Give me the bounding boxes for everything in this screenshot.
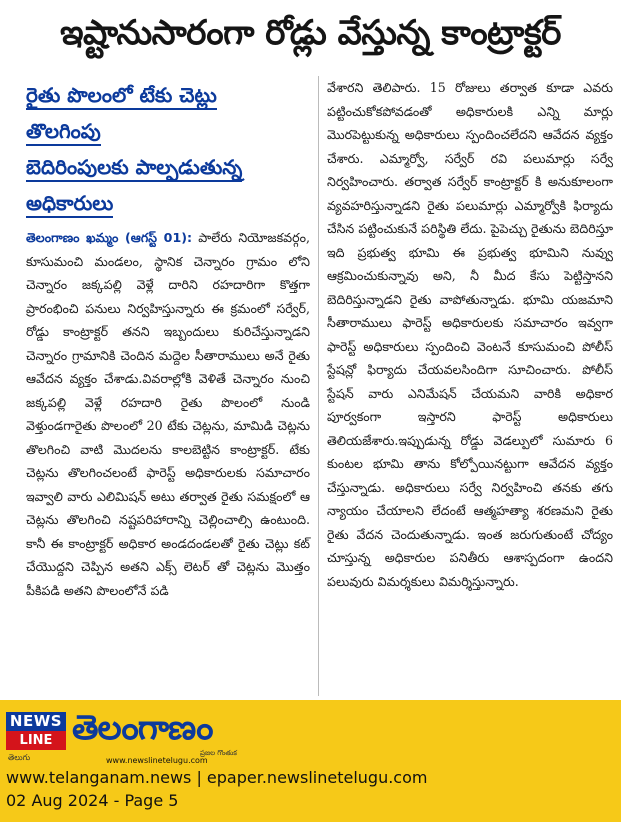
left-column: [26, 76, 310, 602]
footer-sites: www.telanganam.news | epaper.newslinetelugu.com: [6, 768, 428, 787]
dateline: తెలంగాణం ఖమ్మం (ఆగస్ట్ 01):: [26, 230, 192, 245]
subheading-1: రైతు పొలంలో టేకు చెట్లు: [26, 78, 310, 112]
telanganam-url: www.newslinetelugu.com: [106, 756, 208, 765]
newsline-logo-bottom: LINE: [6, 731, 66, 750]
subheading-3: బెదిరింపులకు పాల్పడుతున్న: [26, 150, 310, 184]
right-column: [327, 76, 613, 593]
telanganam-tagline: ప్రజల గొంతుక: [200, 749, 237, 757]
column-divider: [318, 76, 319, 696]
subheading-4: అధికారులు: [26, 186, 310, 220]
newsline-logo-top: NEWS: [6, 712, 66, 731]
left-body-text: [26, 226, 310, 602]
telanganam-masthead: తెలంగాణం: [72, 708, 213, 748]
newsline-logo-tag: తెలుగు: [8, 753, 31, 762]
footer-date-page: 02 Aug 2024 - Page 5: [6, 791, 179, 810]
subheading-2: తొలగింపు: [26, 114, 310, 148]
newsline-logo: [6, 712, 66, 750]
right-body-text: వేశారని తెలిపారు. 15 రోజులు తర్వాత కూడా ఎవరు పట్టించుకోకపోవడంతో అధికారులకి ఎన్ని మార్లు మొరపెట్టుకున్న అధికారులు స్పందించలేదని ఆవేదన వ్యక్తం చేశారు. ఎమ్మార్వో, సర్వేర్ రవి పలుమార్లు సర్వే నిర్వహించారు. తర్వాత సర్వేర్ కాంట్రాక్టర్ కి అనుకూలంగా వ్యవహరిస్తున్నాడని రైతు పలుమార్లు ఎమ్మార్వోకి ఫిర్యాదు చేసిన పట్టించుకునే పరిస్థితి లేదు. పైపెచ్చు రైతును బెదిరిస్తూ ఇది ప్రభుత్వ భూమి ఈ ప్రభుత్వ భూమిని నువ్వు ఆక్రమించుకున్నావు అని, నీ మీద కేసు పెట్టిస్తానని బెదిరిస్తున్నాడని రైతు వాపోతున్నాడు. భూమి యజమాని సీతారాములు ఫారెస్ట్ అధికారులకు సమాచారం ఇవ్వగా ఫారెస్ట్ అధికారులు స్పందించి వెంటనే కూసుమంచి పోలీస్ స్టేషన్లో ఫిర్యాదు చేయవలసిందిగా సూచించారు. పోలీస్ స్టేషన్ వారు ఎనిమేషన్ చేయమని వారికి అధికార పూర్వకంగా ఇస్తారని ఫారెస్ట్ అధికారులు తెలియజేశారు.ఇప్పుడున్న రోడ్డు వెడల్పులో సుమారు 6 కుంటల భూమి తాను కోల్పోయినట్టుగా ఆవేదన వ్యక్తం చేస్తున్నాడు. అధికారులు సర్వే నిర్వహించి తనకు తగు న్యాయం చేయాలని లేదంటే ఆత్మహత్యా శరణమని రైతు రైతు వేదన చెందుతున్నాడు. ఇంత జరుగుతుంటే చోద్యం చూస్తున్న అధికారుల పనితీరు ఆశాస్పదంగా ఉందని పలువురు విమర్శకులు విమర్శిస్తున్నారు.: [327, 80, 613, 589]
left-body-content: పాలేరు నియోజకవర్గం, కూసుమంచి మండలం, స్థానిక చెన్నారం గ్రామం లోని చెన్నారం జక్కపల్లి వెళ్లే దారిని రహదారిగా కొత్తగా ప్రారంభించి పనులు నిర్వహిస్తున్నారు ఈ క్రమంలో సర్వేర్, రోడ్డు కాంట్రాక్టర్ తనని ఇబ్బందులు కురిచేస్తున్నాడని చెన్నారం గ్రామానికి చెందిన మద్దెల సీతారాములు అనే రైతు ఆవేదన వ్యక్తం చేశాడు.వివరాల్లోకి వెళితే చెన్నారం నుంచి జక్కపల్లి వెళ్లే రహదారి రైతు పొలంలో నుండి వెళ్తుండగారైతు పొలంలో 20 టేకు చెట్లను, మామిడి చెట్లను తొలగించి వాటి మొదలను కాలబెట్టిన కాంట్రాక్టర్. టేకు చెట్లను తొలగించలంటే ఫారెస్ట్ అధికారులకు సమాచారం ఇవ్వాలి వారు ఎలిమిషన్ అటు తర్వాత రైతు సమక్షంలో ఆ చెట్లను తొలగించి నష్టపరిహారాన్ని చెల్లించాల్సి ఉంటుంది. కానీ ఈ కాంట్రాక్టర్ అధికార అండదండలతో రైతు చెట్లు కట్ చేయొద్దని చెప్పిన అతని ఎక్స్ లెటర్ తో చెట్లను మొత్తం పీకిపడి అతని పొలంలోనే పడి: [26, 230, 310, 598]
headline: ఇష్టానుసారంగా రోడ్లు వేస్తున్న కాంట్రాక్టర్: [60, 13, 561, 53]
